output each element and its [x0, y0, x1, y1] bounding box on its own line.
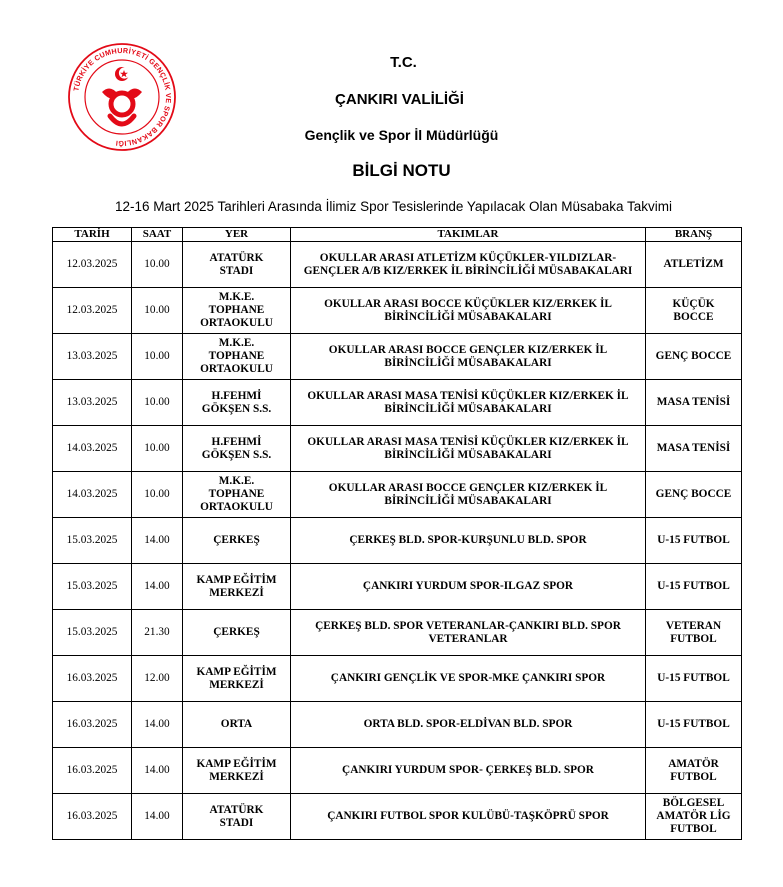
cell-date: 16.03.2025 — [53, 748, 132, 794]
cell-place — [183, 656, 291, 702]
column-header-branch: BRANŞ — [646, 228, 742, 242]
cell-branch — [646, 656, 742, 702]
cell-place-line: ATATÜRK — [209, 803, 264, 816]
cell-teams — [291, 426, 646, 472]
logo-ring-text: TÜRKİYE CUMHURİYETİ GENÇLİK VE SPOR BAKANLIĞI — [71, 45, 174, 149]
table-row — [53, 610, 742, 656]
header-directorate: Gençlik ve Spor İl Müdürlüğü — [304, 127, 499, 143]
cell-teams — [291, 656, 646, 702]
cell-teams — [291, 380, 646, 426]
cell-place — [183, 426, 291, 472]
cell-place — [183, 334, 291, 380]
cell-teams-line: ÇANKIRI YURDUM SPOR-ILGAZ SPOR — [362, 580, 574, 592]
table-row — [53, 518, 742, 564]
cell-teams — [291, 564, 646, 610]
cell-teams — [291, 288, 646, 334]
cell-date: 14.03.2025 — [53, 472, 132, 518]
cell-teams-line: ÇANKIRI GENÇLİK VE SPOR-MKE ÇANKIRI SPOR — [330, 672, 606, 684]
cell-time: 14.00 — [132, 564, 183, 610]
cell-branch-line: U-15 FUTBOL — [657, 672, 730, 684]
cell-date: 12.03.2025 — [53, 288, 132, 334]
cell-time: 12.00 — [132, 656, 183, 702]
cell-branch-line: FUTBOL — [670, 770, 717, 783]
cell-branch-line: U-15 FUTBOL — [657, 534, 730, 546]
cell-teams-line: OKULLAR ARASI BOCCE GENÇLER KIZ/ERKEK İL — [328, 343, 608, 356]
cell-teams-line: OKULLAR ARASI MASA TENİSİ KÜÇÜKLER KIZ/ERKEK İL — [307, 389, 629, 402]
cell-branch — [646, 426, 742, 472]
cell-date: 16.03.2025 — [53, 702, 132, 748]
cell-branch-line: BOCCE — [673, 310, 714, 323]
cell-place-line: M.K.E. — [218, 337, 255, 349]
cell-teams — [291, 794, 646, 840]
cell-teams-line: BİRİNCİLİĞİ MÜSABAKALARI — [384, 356, 552, 369]
cell-teams — [291, 242, 646, 288]
cell-place-line: MERKEZİ — [209, 586, 264, 599]
cell-place-line: M.K.E. — [218, 291, 255, 303]
cell-branch-line: MASA TENİSİ — [656, 396, 731, 408]
table-row — [53, 564, 742, 610]
cell-place-line: ATATÜRK — [209, 251, 264, 264]
cell-place — [183, 472, 291, 518]
cell-place-line: ORTAOKULU — [200, 317, 273, 329]
cell-teams-line: BİRİNCİLİĞİ MÜSABAKALARI — [384, 402, 552, 415]
cell-time: 10.00 — [132, 334, 183, 380]
cell-time: 10.00 — [132, 426, 183, 472]
cell-teams-line: BİRİNCİLİĞİ MÜSABAKALARI — [384, 494, 552, 507]
cell-teams — [291, 472, 646, 518]
table-row — [53, 702, 742, 748]
cell-branch-line: GENÇ BOCCE — [655, 350, 732, 362]
cell-time: 14.00 — [132, 702, 183, 748]
cell-branch-line: FUTBOL — [670, 823, 717, 835]
document-subtitle: 12-16 Mart 2025 Tarihleri Arasında İlimiz Spor Tesislerinde Yapılacak Olan Müsabaka Takvimi — [114, 199, 673, 214]
cell-teams — [291, 518, 646, 564]
table-row — [53, 656, 742, 702]
cell-branch-line: VETERAN — [665, 619, 722, 632]
cell-place — [183, 242, 291, 288]
table-row — [53, 380, 742, 426]
cell-place — [183, 564, 291, 610]
cell-branch-line: GENÇ BOCCE — [655, 488, 732, 500]
cell-teams-line: ÇANKIRI FUTBOL SPOR KULÜBÜ-TAŞKÖPRÜ SPOR — [327, 810, 609, 822]
cell-teams-line: ORTA BLD. SPOR-ELDİVAN BLD. SPOR — [363, 718, 573, 730]
cell-place-line: H.FEHMİ — [211, 389, 262, 402]
table-row — [53, 794, 742, 840]
cell-branch — [646, 518, 742, 564]
cell-time: 10.00 — [132, 380, 183, 426]
cell-branch — [646, 702, 742, 748]
cell-branch — [646, 564, 742, 610]
table-row — [53, 748, 742, 794]
cell-branch — [646, 472, 742, 518]
cell-place-line: ORTAOKULU — [200, 363, 273, 375]
table-row — [53, 472, 742, 518]
cell-place-line: M.K.E. — [218, 475, 255, 487]
cell-place — [183, 610, 291, 656]
cell-branch-line: FUTBOL — [670, 632, 717, 645]
cell-time: 14.00 — [132, 748, 183, 794]
cell-teams-line: OKULLAR ARASI ATLETİZM KÜÇÜKLER-YILDIZLAR- — [319, 251, 617, 264]
cell-place-line: KAMP EĞİTİM — [196, 757, 277, 770]
column-header-teams: TAKIMLAR — [291, 228, 646, 242]
table-row — [53, 334, 742, 380]
cell-teams-line: ÇANKIRI YURDUM SPOR- ÇERKEŞ BLD. SPOR — [342, 764, 594, 776]
cell-date: 15.03.2025 — [53, 518, 132, 564]
cell-teams-line: BİRİNCİLİĞİ MÜSABAKALARI — [384, 310, 552, 323]
table-row — [53, 288, 742, 334]
cell-place-line: TOPHANE — [208, 350, 265, 362]
cell-place — [183, 794, 291, 840]
table-row — [53, 242, 742, 288]
column-header-time: SAAT — [132, 228, 183, 242]
cell-place-line: H.FEHMİ — [211, 435, 262, 448]
cell-date: 15.03.2025 — [53, 564, 132, 610]
cell-branch-line: MASA TENİSİ — [656, 442, 731, 454]
cell-teams — [291, 702, 646, 748]
column-header-date: TARİH — [53, 228, 132, 242]
cell-branch-line: ATLETİZM — [663, 258, 724, 270]
cell-place-line: ORTA — [220, 718, 253, 730]
cell-date: 13.03.2025 — [53, 380, 132, 426]
cell-place — [183, 518, 291, 564]
cell-place-line: MERKEZİ — [209, 770, 264, 783]
cell-teams-line: OKULLAR ARASI MASA TENİSİ KÜÇÜKLER KIZ/ERKEK İL — [307, 435, 629, 448]
cell-teams-line: OKULLAR ARASI BOCCE GENÇLER KIZ/ERKEK İL — [328, 481, 608, 494]
cell-branch-line: AMATÖR — [668, 757, 719, 770]
cell-branch-line: AMATÖR LİG — [656, 810, 731, 822]
cell-place-line: KAMP EĞİTİM — [196, 573, 277, 586]
header-tc: T.C. — [390, 54, 417, 71]
cell-date: 12.03.2025 — [53, 242, 132, 288]
cell-date: 15.03.2025 — [53, 610, 132, 656]
cell-teams — [291, 610, 646, 656]
table-body — [53, 242, 742, 840]
cell-date: 16.03.2025 — [53, 656, 132, 702]
cell-teams-line: OKULLAR ARASI BOCCE KÜÇÜKLER KIZ/ERKEK İL — [324, 297, 612, 310]
cell-place-line: ÇERKEŞ — [213, 534, 260, 546]
cell-time: 21.30 — [132, 610, 183, 656]
cell-branch — [646, 794, 742, 840]
cell-place — [183, 748, 291, 794]
table-row — [53, 426, 742, 472]
cell-place-line: GÖKŞEN S.S. — [201, 448, 272, 461]
column-header-place: YER — [183, 228, 291, 242]
cell-date: 13.03.2025 — [53, 334, 132, 380]
cell-branch-line: KÜÇÜK — [672, 297, 715, 310]
cell-place-line: GÖKŞEN S.S. — [201, 402, 272, 415]
cell-time: 14.00 — [132, 518, 183, 564]
cell-branch-line: BÖLGESEL — [662, 797, 725, 809]
cell-place — [183, 288, 291, 334]
cell-branch — [646, 610, 742, 656]
cell-branch — [646, 242, 742, 288]
cell-branch-line: U-15 FUTBOL — [657, 580, 730, 592]
table-header-row — [53, 228, 742, 242]
schedule-table — [52, 227, 742, 840]
cell-branch — [646, 334, 742, 380]
cell-teams-line: BİRİNCİLİĞİ MÜSABAKALARI — [384, 448, 552, 461]
cell-teams-line: VETERANLAR — [428, 632, 508, 645]
cell-date: 16.03.2025 — [53, 794, 132, 840]
cell-place-line: TOPHANE — [208, 304, 265, 316]
cell-place-line: KAMP EĞİTİM — [196, 665, 277, 678]
cell-teams-line: GENÇLER A/B KIZ/ERKEK İL BİRİNCİLİĞİ MÜSABAKALARI — [303, 264, 633, 277]
header-governorship: ÇANKIRI VALİLİĞİ — [335, 91, 464, 108]
cell-date: 14.03.2025 — [53, 426, 132, 472]
cell-branch — [646, 288, 742, 334]
cell-time: 10.00 — [132, 288, 183, 334]
cell-place-line: STADI — [219, 264, 254, 277]
cell-time: 14.00 — [132, 794, 183, 840]
cell-branch-line: U-15 FUTBOL — [657, 718, 730, 730]
cell-place-line: TOPHANE — [208, 488, 265, 500]
cell-teams-line: ÇERKEŞ BLD. SPOR VETERANLAR-ÇANKIRI BLD. SPOR — [315, 619, 621, 632]
cell-place-line: ORTAOKULU — [200, 501, 273, 513]
cell-place-line: STADI — [219, 816, 254, 829]
cell-teams-line: ÇERKEŞ BLD. SPOR-KURŞUNLU BLD. SPOR — [349, 534, 587, 546]
cell-place-line: MERKEZİ — [209, 678, 264, 691]
document-title: BİLGİ NOTU — [352, 161, 451, 180]
cell-branch — [646, 748, 742, 794]
cell-branch — [646, 380, 742, 426]
cell-teams — [291, 748, 646, 794]
cell-teams — [291, 334, 646, 380]
cell-place — [183, 380, 291, 426]
cell-place-line: ÇERKEŞ — [213, 626, 260, 638]
cell-place — [183, 702, 291, 748]
cell-time: 10.00 — [132, 472, 183, 518]
cell-time: 10.00 — [132, 242, 183, 288]
